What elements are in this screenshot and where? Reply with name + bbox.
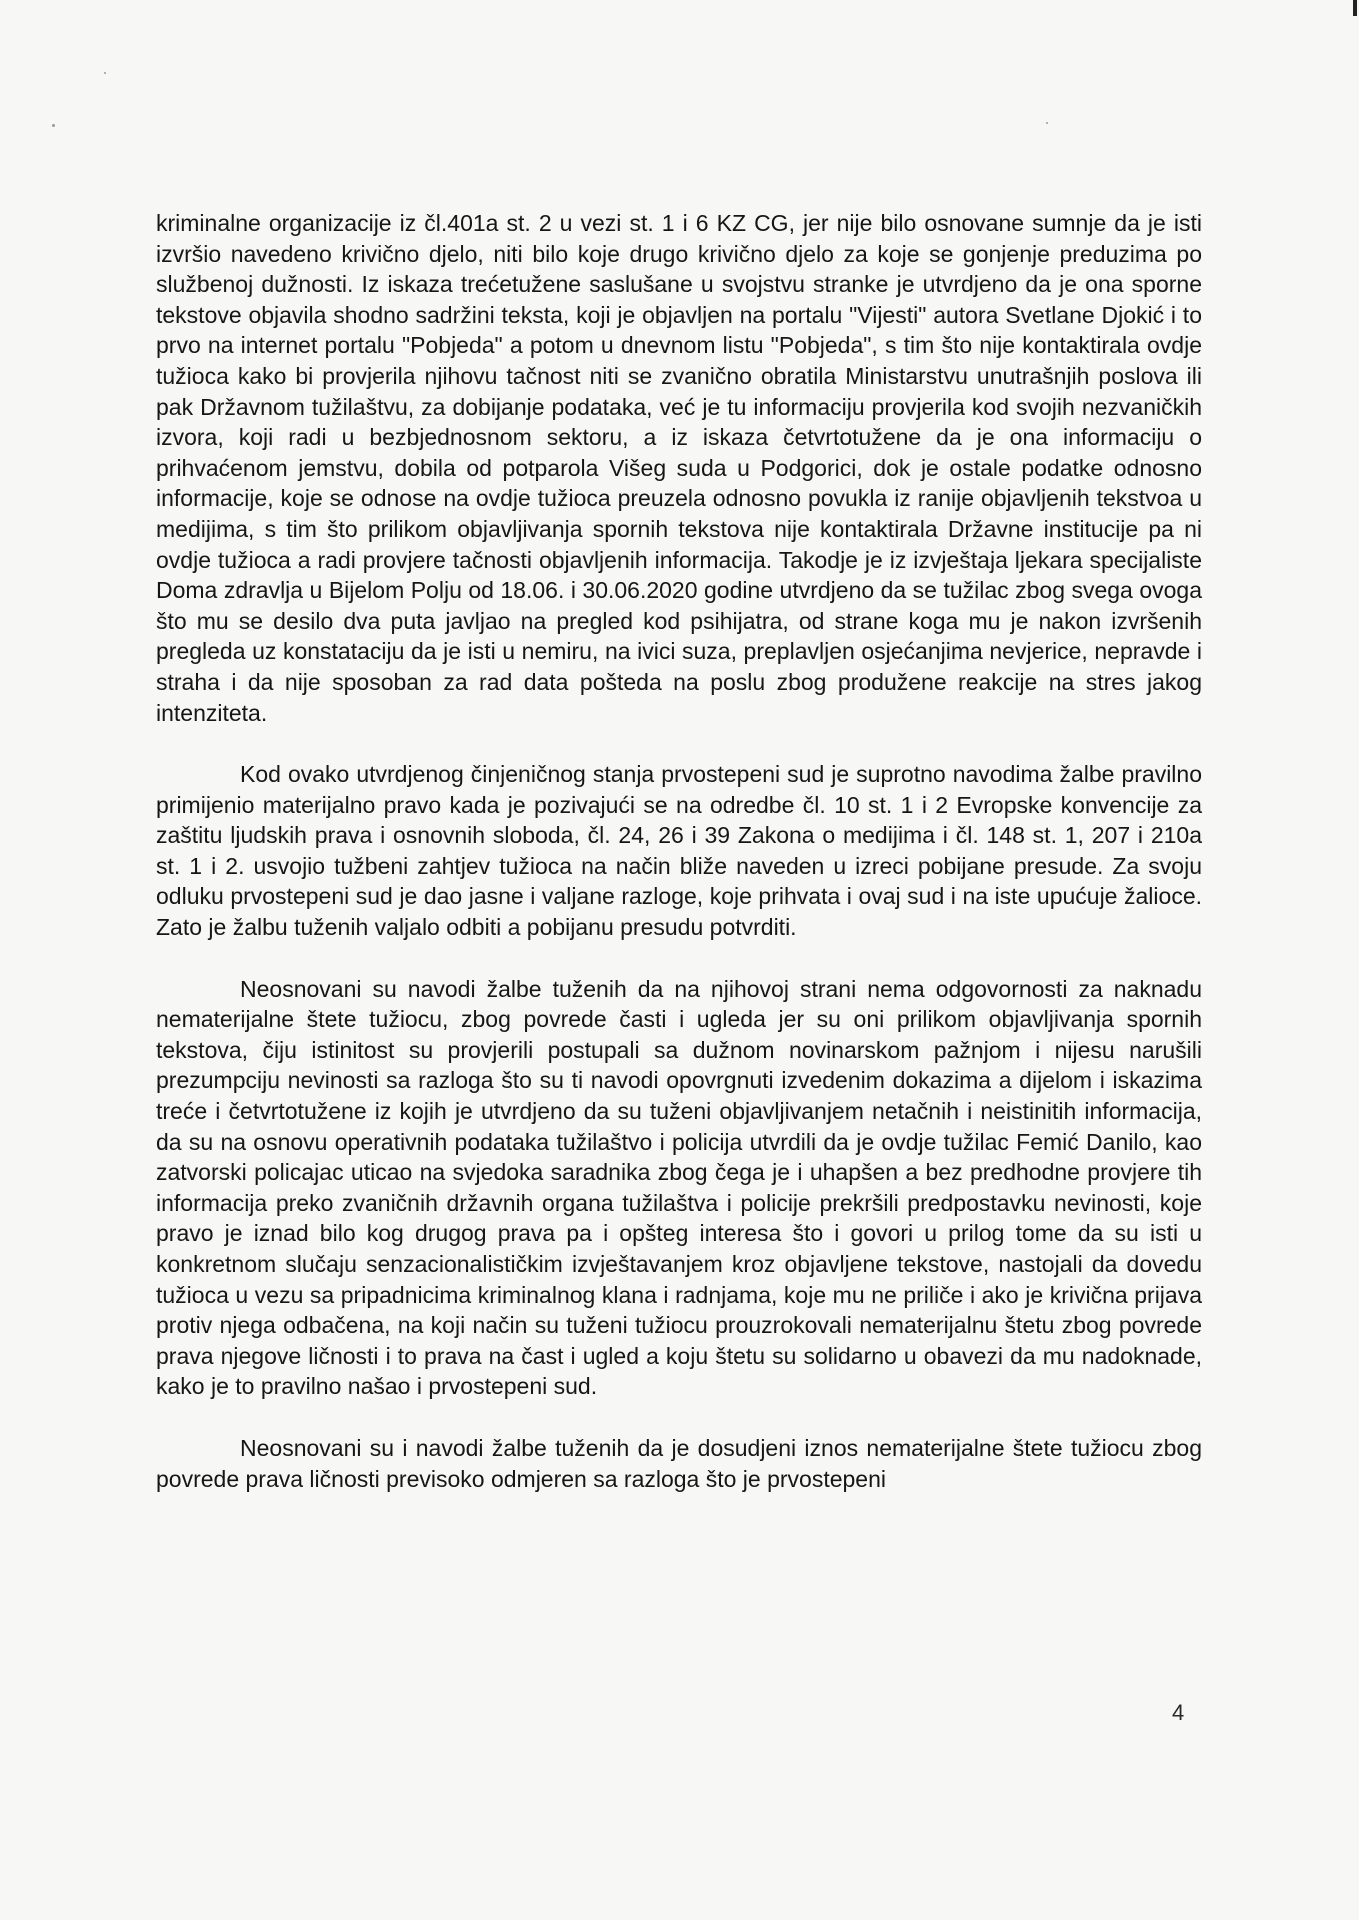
paragraph-2: Kod ovako utvrdjenog činjeničnog stanja prvostepeni sud je suprotno navodima žalbe pravilno primijenio materijalno pravo kada je pozivajući se na odredbe čl. 10 st. 1 i 2 Evropske konvencije za zaštitu ljudskih prava i osnovnih sloboda, čl. 24, 26 i 39 Zakona o medijima i čl. 148 st. 1, 207 i 210a st. 1 i 2. usvojio tužbeni zahtjev tužioca na način bliže naveden u izreci pobijane presude. Za svoju odluku prvostepeni sud je dao jasne i valjane razloge, koje prihvata i ovaj sud i na iste upućuje žalioce. Zato je žalbu tuženih valjalo odbiti a pobijanu presudu potvrditi.: [156, 761, 1202, 941]
paragraph-1: kriminalne organizacije iz čl.401a st. 2 u vezi st. 1 i 6 KZ CG, jer nije bilo osnovane sumnje da je isti izvršio navedeno krivično djelo, niti bilo koje drugo krivično djelo za koje se gonjenje preduzima po službenoj dužnosti. Iz iskaza trećetužene saslušane u svojstvu stranke je utvrdjeno da je ona sporne tekstove objavila shodno sadržini teksta, koji je objavljen na portalu "Vijesti" autora Svetlane Djokić i to prvo na internet portalu "Pobjeda" a potom u dnevnom listu "Pobjeda", s tim što nije kontaktirala ovdje tužioca kako bi provjerila njihovu tačnost niti se zvanično obratila Ministarstvu unutrašnjih poslova ili pak Državnom tužilaštvu, za dobijanje podataka, već je tu informaciju provjerila kod svojih nezvaničkih izvora, koji radi u bezbjednosnom sektoru, a iz iskaza četvrtotužene da je ona informaciju o prihvaćenom jemstvu, dobila od potparola Višeg suda u Podgorici, dok je ostale podatke odnosno informacije, koje se odnose na ovdje tužioca preuzela odnosno povukla iz ranije objavljenih tekstvoa u medijima, s tim što prilikom objavljivanja spornih tekstova nije kontaktirala Državne institucije pa ni ovdje tužioca a radi provjere tačnosti objavljenih informacija. Takodje je iz izvještaja ljekara specijaliste Doma zdravlja u Bijelom Polju od 18.06. i 30.06.2020 godine utvrdjeno da se tužilac zbog svega ovoga što mu se desilo dva puta javljao na pregled kod psihijatra, od strane koga mu je nakon izvršenih pregleda uz konstataciju da je isti u nemiru, na ivici suza, preplavljen osjećanjima nevjerice, nepravde i straha i da nije sposoban za rad data pošteda na poslu zbog produžene reakcije na stres jakog intenziteta.: [156, 210, 1202, 726]
page-number: 4: [1172, 1700, 1185, 1725]
body-text: [156, 208, 1202, 1494]
paragraph-4: Neosnovani su i navodi žalbe tuženih da je dosudjeni iznos nematerijalne štete tužiocu zbog povrede prava ličnosti previsoko odmjeren sa razloga što je prvostepeni: [156, 1434, 1202, 1492]
scan-edge-mark: [1353, 0, 1357, 16]
paragraph-3: Neosnovani su navodi žalbe tuženih da na njihovoj strani nema odgovornosti za naknadu nematerijalne štete tužiocu, zbog povrede časti i ugleda jer su oni prilikom objavljivanja spornih tekstova, čiju istinitost su provjerili postupali sa dužnom novinarskom pažnjom i nijesu narušili prezumpciju nevinosti sa razloga što su ti navodi opovrgnuti izvedenim dokazima a dijelom i iskazima treće i četvrtotužene iz kojih je utvrdjeno da su tuženi objavljivanjem netačnih i neistinitih informacija, da su na osnovu operativnih podataka tužilaštvo i policija utvrdili da je ovdje tužilac Femić Danilo, kao zatvorski policajac uticao na svjedoka saradnika zbog čega je i uhapšen a bez predhodne provjere tih informacija preko zvaničnih državnih organa tužilaštva i policije prekršili predpostavku nevinosti, koje pravo je iznad bilo kog drugog prava pa i opšteg interesa što i govori u prilog tome da su isti u konkretnom slučaju senzacionalističkim izvještavanjem kroz objavljene tekstove, nastojali da dovedu tužioca u vezu sa pripadnicima kriminalnog klana i radnjama, koje mu ne priliče i ako je krivična prijava protiv njega odbačena, na koji način su tuženi tužiocu prouzrokovali nematerijalnu štetu zbog povrede prava njegove ličnosti i to prava na čast i ugled a koju štetu su solidarno u obavezi da mu nadoknade, kako je to pravilno našao i prvostepeni sud.: [156, 975, 1202, 1400]
scan-speck: [104, 72, 106, 74]
scan-speck: [52, 124, 55, 127]
scan-speck: [1046, 122, 1048, 124]
